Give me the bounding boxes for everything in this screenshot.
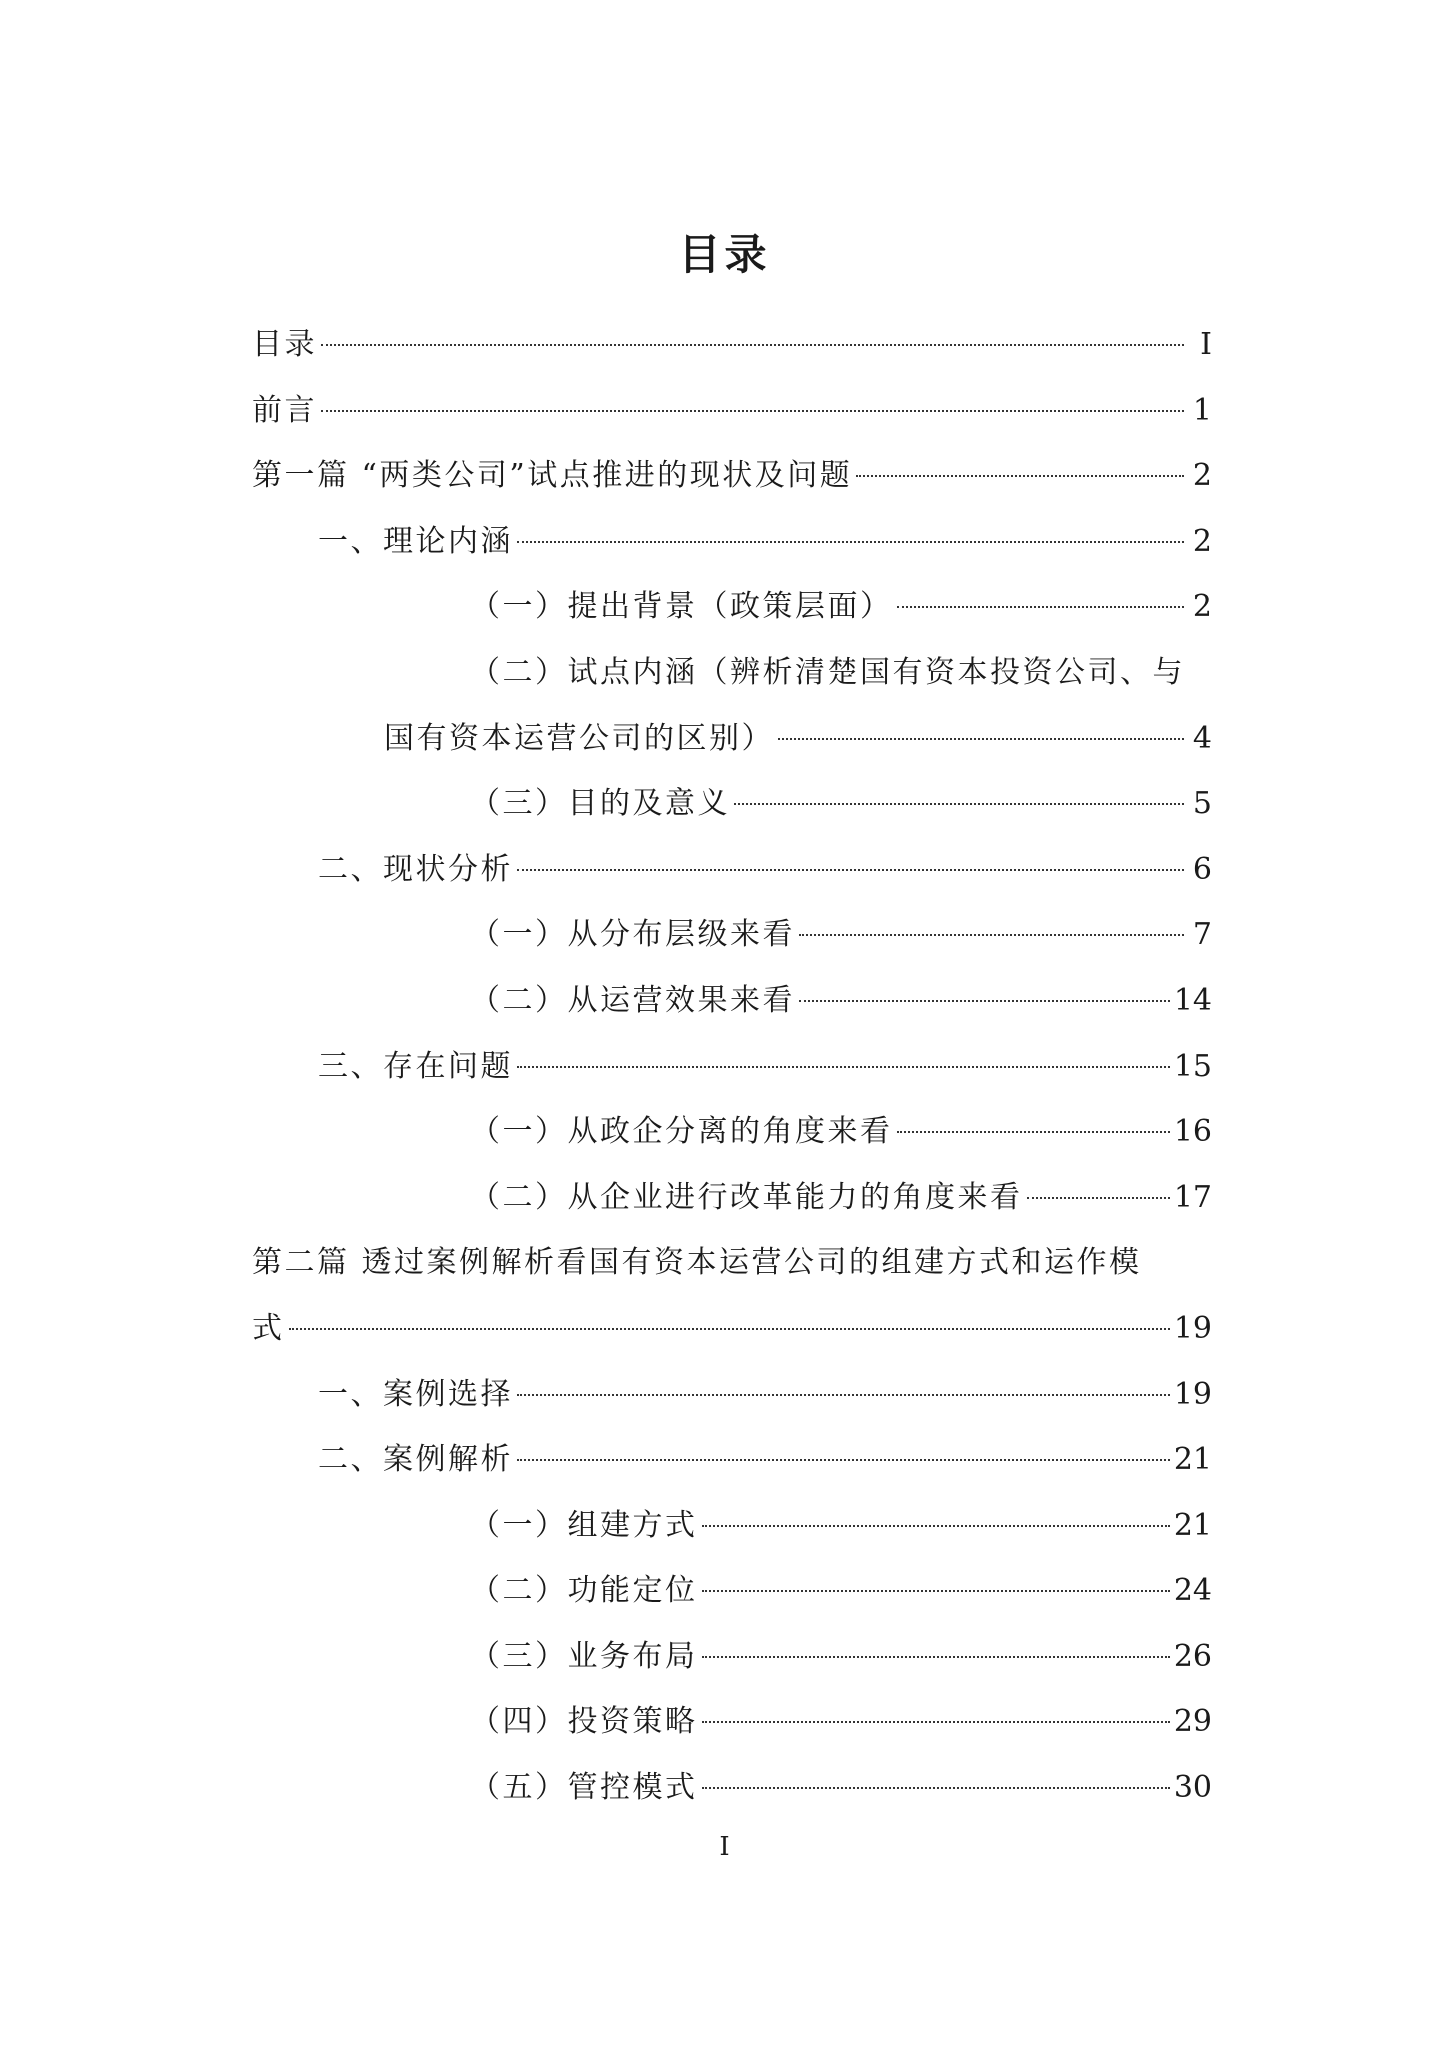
toc-entry[interactable] [252, 1034, 1212, 1100]
toc-page-number: 16 [1173, 1114, 1212, 1150]
toc-entry-text: 一、理论内涵 [318, 523, 513, 559]
toc-entry[interactable] [252, 1362, 1212, 1428]
dot-leader [517, 1394, 1170, 1396]
dot-leader [702, 1721, 1170, 1723]
toc-entry[interactable] [252, 968, 1212, 1034]
toc-page-number: 29 [1173, 1704, 1212, 1740]
toc-entry-text: 一、案例选择 [318, 1376, 513, 1412]
toc-entry-text: （二）功能定位 [470, 1573, 698, 1609]
toc-entry[interactable] [252, 509, 1212, 575]
toc-entry-text-line1: （二）试点内涵（辨析清楚国有资本投资公司、与 [470, 654, 1185, 690]
toc-entry-text: （一）组建方式 [470, 1507, 698, 1543]
toc-entry[interactable] [252, 837, 1212, 903]
dot-leader [799, 1000, 1170, 1002]
toc-entry-text: 第一篇 “两类公司”试点推进的现状及问题 [252, 458, 853, 494]
toc-page-number: 1 [1192, 392, 1212, 428]
dot-leader [702, 1787, 1170, 1789]
toc-page-number: 21 [1173, 1442, 1212, 1478]
toc-entry-text-line2: 国有资本运营公司的区别） [384, 720, 774, 756]
toc-page-number: 15 [1173, 1048, 1212, 1084]
toc-entry-text: （三）目的及意义 [470, 786, 730, 822]
toc-entry[interactable] [252, 1755, 1212, 1821]
dot-leader [517, 1459, 1170, 1461]
toc-entry-text: （二）从运营效果来看 [470, 982, 795, 1018]
toc-entry[interactable] [252, 1230, 1212, 1296]
toc-entry[interactable] [252, 443, 1212, 509]
toc-entry[interactable] [252, 640, 1212, 706]
dot-leader [321, 410, 1184, 412]
dot-leader [517, 1066, 1170, 1068]
toc-entry[interactable] [252, 378, 1212, 444]
toc-entry[interactable] [252, 1427, 1212, 1493]
dot-leader [778, 738, 1184, 740]
toc-page-number: 26 [1173, 1638, 1212, 1674]
toc-entry-text: 前言 [252, 392, 317, 428]
toc-page-number: 19 [1173, 1376, 1212, 1412]
toc-entry[interactable] [252, 1165, 1212, 1231]
toc-entry[interactable] [252, 1099, 1212, 1165]
toc-entry-text: （一）从分布层级来看 [470, 917, 795, 953]
page-title: 目录 [678, 230, 771, 279]
table-of-contents [252, 312, 1212, 1821]
dot-leader [517, 869, 1184, 871]
toc-entry-text-line1: 第二篇 透过案例解析看国有资本运营公司的组建方式和运作模 [252, 1245, 1142, 1281]
toc-page-number: 14 [1173, 982, 1212, 1018]
toc-page-number: 21 [1173, 1507, 1212, 1543]
toc-entry-text: （二）从企业进行改革能力的角度来看 [470, 1179, 1023, 1215]
toc-page-number: 7 [1192, 917, 1212, 953]
toc-page-number: 19 [1173, 1310, 1212, 1346]
dot-leader [321, 344, 1184, 346]
dot-leader [897, 606, 1185, 608]
dot-leader [702, 1656, 1170, 1658]
dot-leader [734, 803, 1184, 805]
toc-page-number: I [1200, 327, 1212, 362]
toc-entry[interactable] [252, 1558, 1212, 1624]
toc-entry[interactable] [252, 1493, 1212, 1559]
toc-entry-text: （一）从政企分离的角度来看 [470, 1114, 893, 1150]
toc-entry-continuation[interactable] [252, 1296, 1212, 1362]
toc-entry-text: 目录 [252, 327, 317, 362]
dot-leader [702, 1590, 1170, 1592]
toc-page-number: 2 [1192, 523, 1212, 559]
dot-leader [702, 1525, 1170, 1527]
toc-entry[interactable] [252, 1689, 1212, 1755]
toc-page-number: 24 [1173, 1573, 1212, 1609]
toc-entry-text: 三、存在问题 [318, 1048, 513, 1084]
toc-page-number: 17 [1173, 1179, 1212, 1215]
toc-page-number: 2 [1192, 589, 1212, 625]
toc-entry-continuation[interactable] [252, 706, 1212, 772]
toc-page-number: 2 [1192, 458, 1212, 494]
dot-leader [856, 475, 1184, 477]
toc-entry-text: （一）提出背景（政策层面） [470, 589, 893, 625]
dot-leader [1027, 1197, 1170, 1199]
dot-leader [799, 934, 1184, 936]
toc-page-number: 6 [1192, 851, 1212, 887]
toc-entry-text-line2: 式 [252, 1310, 285, 1346]
dot-leader [517, 541, 1184, 543]
page-number-footer: I [719, 1832, 730, 1862]
toc-page-number: 5 [1192, 786, 1212, 822]
toc-entry[interactable] [252, 1624, 1212, 1690]
toc-entry-text: （五）管控模式 [470, 1770, 698, 1806]
toc-entry[interactable] [252, 312, 1212, 378]
toc-page-number: 4 [1192, 720, 1212, 756]
toc-entry-text: 二、现状分析 [318, 851, 513, 887]
dot-leader [289, 1328, 1170, 1330]
toc-entry[interactable] [252, 902, 1212, 968]
toc-entry-text: （四）投资策略 [470, 1704, 698, 1740]
toc-page-number: 30 [1173, 1770, 1212, 1806]
toc-entry[interactable] [252, 771, 1212, 837]
dot-leader [897, 1131, 1170, 1133]
toc-entry-text: （三）业务布局 [470, 1638, 698, 1674]
toc-entry-text: 二、案例解析 [318, 1442, 513, 1478]
toc-entry[interactable] [252, 574, 1212, 640]
